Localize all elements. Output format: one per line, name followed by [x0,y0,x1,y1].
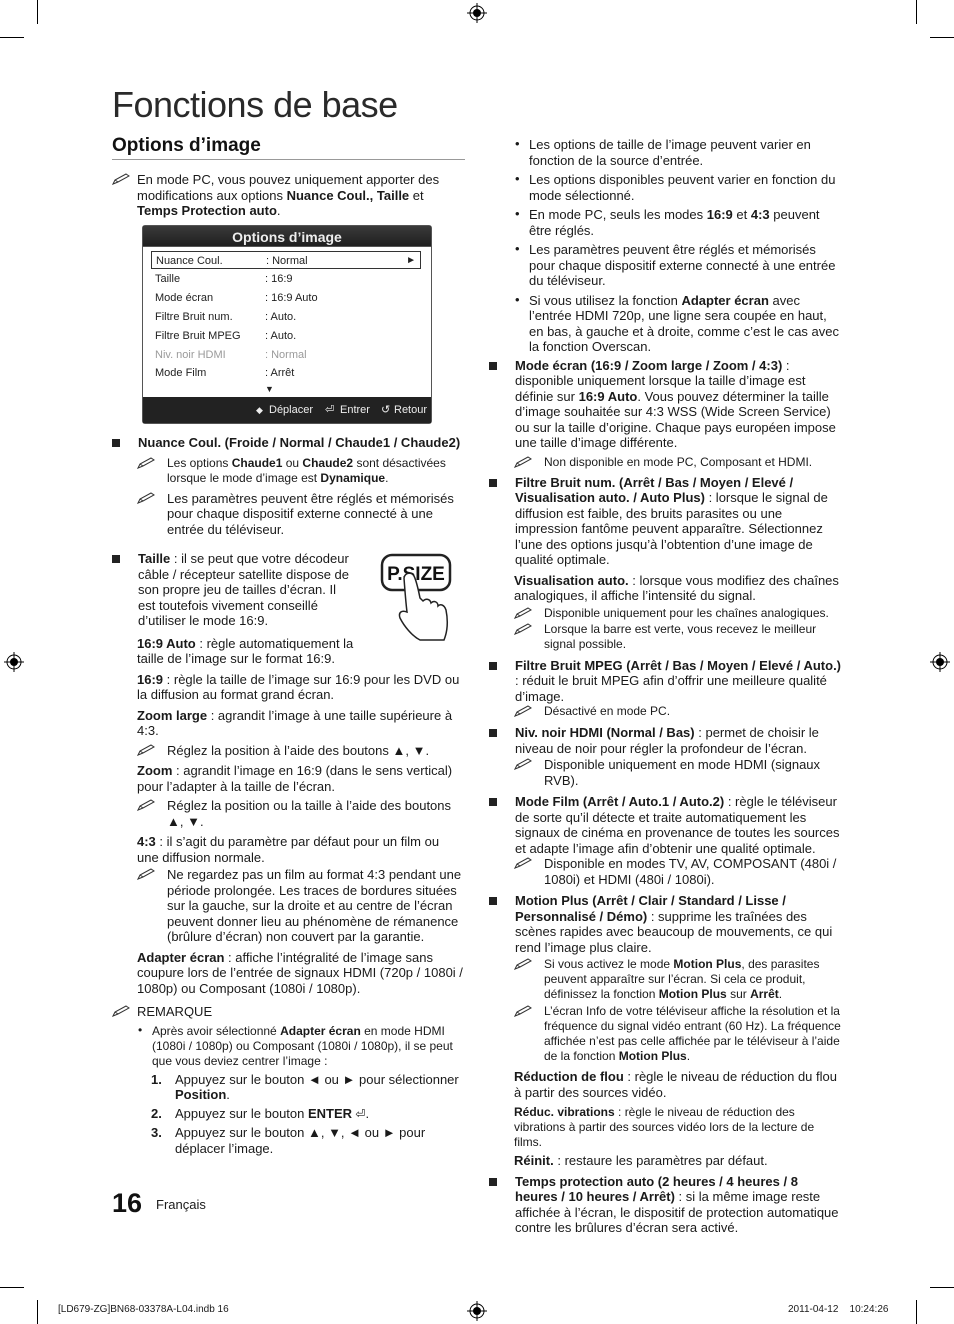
mode-ecran-bullet: Mode écran (16:9 / Zoom large / Zoom / 4:3) : disponible uniquement lorsque la taille d’image est définie sur 16:9 Auto. Vous pouvez déterminer la taille d’image souhaitée sur 4:3 WSS (Wide Screen Service) ou sur la taille d’origine. Chaque pays européen impose une taille d’image différente. [489,358,843,451]
crop-mark [916,1300,917,1324]
motion-bullet: Motion Plus (Arrêt / Clair / Standard / Lisse / Personnalisé / Démo) : supprime les traînées des scènes rapides avec beaucoup de mouvements, ce qui rend l’image plus claire. [489,893,843,955]
intro-note: En mode PC, vous pouvez uniquement apporter des modifications aux options Nuance Coul., Taille et Temps Protection auto. [112,172,464,219]
bullet-square-icon [489,479,497,487]
page-number: 16 [112,1188,143,1218]
note-pencil-icon [514,1005,534,1017]
step-3: 3. Appuyez sur le bouton ▲, ▼, ◄ ou ► pour déplacer l’image. [151,1125,426,1156]
note-pencil-icon [112,173,132,185]
bullet-square-icon [489,798,497,806]
crop-mark [930,1287,954,1288]
bullet-square-icon [489,362,497,370]
osd-row-filtre-num[interactable]: Filtre Bruit num. : Auto. [155,311,297,323]
scroll-down-icon[interactable]: ▼ [265,384,274,394]
fbn-bullet: Filtre Bruit num. (Arrêt / Bas / Moyen / Elevé / Visualisation auto. / Auto Plus) : lorsque le signal de diffusion est faible, des bruits parasites ou une impression fantôme peuvent apparaître. Sélectionnez l’une des options jusqu’à l’obtention d’une image de qualité optimale. [489,475,843,568]
zoomlarge-para: Zoom large : agrandit l’image à une taille supérieure à 4:3. [137,707,453,738]
fbn-note-2: Lorsque la barre est verte, vous recevez le meilleur signal possible. [514,622,843,652]
section-title: Options d’image [112,135,261,156]
visu-para: Visualisation auto. : lorsque vous modifiez des chaînes analogiques, il affiche l’intensité du signal. [514,572,839,603]
psize-label: P.SIZE [387,564,445,585]
right-dot-3: • En mode PC, seuls les modes 16:9 et 4:3 peuvent être réglés. [513,207,843,238]
mode-ecran-note: Non disponible en mode PC, Composant et HDMI. [514,455,843,470]
nuance-bullet: Nuance Coul. (Froide / Normal / Chaude1 / Chaude2) [112,435,464,451]
bullet-square-icon [489,897,497,905]
note-pencil-icon [137,744,157,756]
osd-row-filtre-mpeg[interactable]: Filtre Bruit MPEG : Auto. [155,330,297,342]
mpeg-bullet: Filtre Bruit MPEG (Arrêt / Bas / Moyen / Elevé / Auto.) : réduit le bruit MPEG afin d’offrir une meilleure qualité d’image. [489,658,843,705]
note-pencil-icon [514,958,534,970]
enter-icon: ⏎ [325,404,335,416]
vibrations-para: Réduc. vibrations : règle le niveau de réduction des vibrations à partir des sources vidéo lors de la lecture de films. [514,1105,815,1149]
page-language: Français [156,1197,206,1212]
crop-mark [0,37,24,38]
crop-mark [37,0,38,24]
osd-enter-label: Entrer [340,404,370,416]
zoom-para: Zoom : agrandit l’image en 16:9 (dans le sens vertical) pour l’adapter à la taille de l’écran. [137,763,453,794]
remarque-heading: REMARQUE [112,1004,464,1020]
crop-mark [930,37,954,38]
osd-row-noir-hdmi: Niv. noir HDMI : Normal [155,349,307,361]
psize-remote-icon [378,552,454,642]
page-title: Fonctions de base [112,84,398,125]
note-pencil-icon [137,799,157,811]
tp-bullet: Temps protection auto (2 heures / 4 heures / 8 heures / 10 heures / Arrêt) : si la même image reste affichée à l’écran, le dispositif de protection automatique contre les brûlures d’écran sera activé. [489,1174,843,1236]
zoomlarge-note: Réglez la position à l’aide des boutons ▲, ▼. [137,743,464,759]
return-icon: ↺ [381,404,391,416]
note-pencil-icon [112,1005,132,1017]
bullet-square-icon [112,555,120,563]
right-dot-2: • Les options disponibles peuvent varier en fonction du mode sélectionné. [513,172,843,203]
remarque-item: • Après avoir sélectionné Adapter écran en mode HDMI (1080i / 1080p) ou Composant (1080i / 1080p), il se peut que vous deviez centrer l’image : [136,1024,464,1069]
print-date: 2011-04-12 10:24:26 [788,1304,889,1315]
motion-note-2: L’écran Info de votre téléviseur affiche la résolution et la fréquence du signal vidéo entrant (60 Hz). La fréquence affichée n’est pas celle affichée par le téléviseur à l’aide de la fonction Motion Plus. [514,1004,843,1064]
hdmi-bullet: Niv. noir HDMI (Normal / Bas) : permet de choisir le niveau de noir pour régler la profondeur de l’écran. [489,725,843,756]
note-pencil-icon [514,456,534,468]
right-dot-5: • Si vous utilisez la fonction Adapter écran avec l’entrée HDMI 720p, une ligne sera coupée en haut, en bas, à gauche et à droite, comme c’est le cas avec la fonction Overscan. [513,293,843,355]
fbn-note-1: Disponible uniquement pour les chaînes analogiques. [514,606,843,621]
note-pencil-icon [514,758,534,770]
crop-mark [37,1300,38,1324]
section-divider [112,159,465,160]
note-pencil-icon [514,857,534,869]
registration-mark-icon [467,1301,487,1321]
osd-row-nuance[interactable]: Nuance Coul. : Normal ► [151,251,421,269]
adapter-para: Adapter écran : affiche l’intégralité de l’image sans coupure lors de l’entrée de signaux HDMI (720p / 1080i / 1080p) ou Composant (1080i / 1080p). [137,949,463,996]
note-pencil-icon [514,607,534,619]
note-pencil-icon [137,492,157,504]
zoom-note: Réglez la position ou la taille à l’aide des boutons ▲, ▼. [137,798,464,829]
note-pencil-icon [514,705,534,717]
reinit-para: Réinit. : restaure les paramètres par défaut. [514,1153,768,1168]
osd-body [143,247,431,398]
osd-back-label: Retour [394,404,428,416]
osd-row-mode-film[interactable]: Mode Film : Arrêt [155,367,295,379]
nuance-note-1: Les options Chaude1 ou Chaude2 sont désactivées lorsque le mode d’image est Dynamique. [137,456,464,486]
step-1: 1. Appuyez sur le bouton ◄ ou ► pour sélectionner Position. [151,1071,459,1102]
motion-note-1: Si vous activez le mode Motion Plus, des parasites peuvent apparaître sur l’écran. Si cela ce produit, définissez la fonction Motion Plus sur Arrêt. [514,957,843,1002]
r43-note: Ne regardez pas un film au format 4:3 pendant une période prolongée. Les traces de bordures situées sur la gauche, sur la droite et au centre de l’écran peuvent donner lieu au phénomène de rémanence (brûlure d’écran) non couvert par la garantie. [137,867,464,945]
osd-row-mode-ecran[interactable]: Mode écran : 16:9 Auto [155,292,318,304]
osd-row-taille[interactable]: Taille : 16:9 [155,273,293,285]
registration-mark-icon [4,652,24,672]
picture-options-menu [142,225,432,424]
osd-header: Options d’image [143,226,431,247]
bullet-square-icon [489,1178,497,1186]
bullet-square-icon [489,729,497,737]
step-2: 2. Appuyez sur le bouton ENTER ⏎. [151,1105,370,1121]
r169-para: 16:9 : règle la taille de l’image sur 16:9 pour les DVD ou la diffusion au format grand écran. [137,671,460,702]
note-pencil-icon [514,623,534,635]
note-pencil-icon [137,868,157,880]
auto169-para: 16:9 Auto : règle automatiquement la taille de l’image sur le format 16:9. [137,635,354,666]
osd-move-label: Déplacer [269,404,314,416]
osd-footer [143,397,431,423]
crop-mark [916,0,917,24]
registration-mark-icon [930,652,950,672]
right-dot-1: • Les options de taille de l’image peuvent varier en fonction de la source d’entrée. [513,137,843,168]
film-bullet: Mode Film (Arrêt / Auto.1 / Auto.2) : règle le téléviseur de sorte qu’il détecte et traite automatiquement les signaux de cinéma en provenance de toutes les sources et adapte l’image afin d’obtenir une qualité optimale. [489,794,843,856]
note-pencil-icon [137,457,157,469]
right-dot-4: • Les paramètres peuvent être réglés et mémorisés pour chaque dispositif externe connecté à une entrée du téléviseur. [513,242,843,289]
hdmi-note: Disponible uniquement en mode HDMI (signaux RVB). [514,757,843,788]
registration-mark-icon [467,3,487,23]
crop-mark [0,1287,24,1288]
flou-para: Réduction de flou : règle le niveau de réduction du flou à partir des sources vidéo. [514,1069,837,1100]
mpeg-note: Désactivé en mode PC. [514,704,843,719]
taille-bullet: Taille : il se peut que votre décodeur câble / récepteur satellite dispose de son propre jeu de tailles d’écran. Il est toutefois vivement conseillé d’utiliser le mode 16:9. [112,551,350,629]
bullet-square-icon [489,662,497,670]
r43-para: 4:3 : il s’agit du paramètre par défaut pour un film ou une diffusion normale. [137,834,440,865]
enter-icon: ⏎ [352,1106,366,1121]
bullet-square-icon [112,439,120,447]
move-icon: ◆ [256,405,263,415]
nuance-note-2: Les paramètres peuvent être réglés et mémorisés pour chaque dispositif externe connecté à une entrée du téléviseur. [137,491,464,538]
print-file-name: [LD679-ZG]BN68-03378A-L04.indb 16 [58,1304,229,1315]
film-note: Disponible en modes TV, AV, COMPOSANT (480i / 1080i) et HDMI (480i / 1080i). [514,856,843,887]
right-arrow-icon: ► [406,255,416,266]
